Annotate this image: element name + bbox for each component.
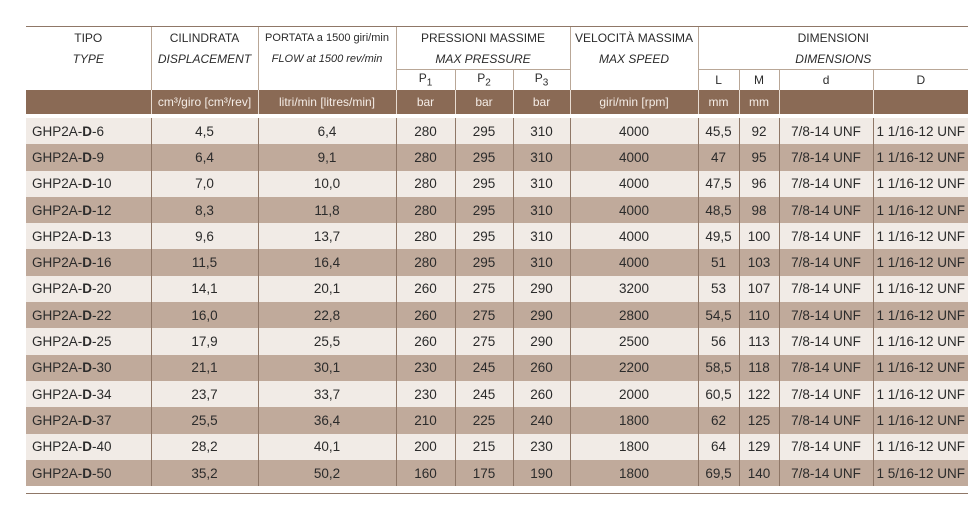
cell-p3: 260 <box>513 355 570 381</box>
header-row-sub <box>26 70 968 91</box>
cell-flow: 9,1 <box>258 144 396 170</box>
header-max-pressure: MAX PRESSURE <box>396 48 570 70</box>
cell-p1: 280 <box>396 197 455 223</box>
unit-p2: bar <box>455 90 513 114</box>
cell-flow: 30,1 <box>258 355 396 381</box>
cell-d: 1 1/16-12 UNF <box>873 249 968 275</box>
cell-d: 7/8-14 UNF <box>779 434 873 460</box>
table-row <box>26 144 968 170</box>
cell-p3: 290 <box>513 328 570 354</box>
table-row <box>26 460 968 486</box>
cell-model: GHP2A-D-22 <box>26 302 151 328</box>
table-row <box>26 302 968 328</box>
header-p1: $P_1$ <box>396 70 455 91</box>
unit-flow: litri/min [litres/min] <box>258 90 396 114</box>
cell-speed: 1800 <box>570 434 698 460</box>
cell-disp: 11,5 <box>151 249 258 275</box>
header-M: M <box>739 70 779 91</box>
unit-speed: giri/min [rpm] <box>570 90 698 114</box>
cell-model: GHP2A-D-40 <box>26 434 151 460</box>
cell-p2: 295 <box>455 249 513 275</box>
cell-model: GHP2A-D-9 <box>26 144 151 170</box>
cell-m: 98 <box>739 197 779 223</box>
cell-d: 1 1/16-12 UNF <box>873 144 968 170</box>
header-cilindrata: CILINDRATA <box>151 27 258 48</box>
cell-p3: 310 <box>513 118 570 144</box>
cell-speed: 1800 <box>570 460 698 486</box>
cell-d: 7/8-14 UNF <box>779 302 873 328</box>
table-row <box>26 223 968 249</box>
cell-l: 49,5 <box>698 223 739 249</box>
cell-p3: 310 <box>513 171 570 197</box>
pump-specs-table <box>26 27 968 486</box>
cell-model: GHP2A-D-37 <box>26 407 151 433</box>
header-p3: $P_3$ <box>513 70 570 91</box>
header-velocita: VELOCITÀ MASSIMA <box>570 27 698 48</box>
cell-l: 47,5 <box>698 171 739 197</box>
cell-p3: 310 <box>513 249 570 275</box>
cell-p1: 280 <box>396 118 455 144</box>
cell-model: GHP2A-D-10 <box>26 171 151 197</box>
cell-speed: 4000 <box>570 249 698 275</box>
header-dimensioni: DIMENSIONI <box>698 27 968 48</box>
cell-disp: 28,2 <box>151 434 258 460</box>
cell-p2: 215 <box>455 434 513 460</box>
cell-flow: 11,8 <box>258 197 396 223</box>
cell-l: 54,5 <box>698 302 739 328</box>
unit-M: mm <box>739 90 779 114</box>
cell-speed: 2800 <box>570 302 698 328</box>
cell-p3: 290 <box>513 276 570 302</box>
cell-d: 1 1/16-12 UNF <box>873 302 968 328</box>
cell-p3: 290 <box>513 302 570 328</box>
table-row <box>26 171 968 197</box>
cell-p2: 295 <box>455 171 513 197</box>
cell-p1: 230 <box>396 381 455 407</box>
cell-speed: 2500 <box>570 328 698 354</box>
cell-disp: 17,9 <box>151 328 258 354</box>
cell-p2: 245 <box>455 381 513 407</box>
cell-d: 7/8-14 UNF <box>779 197 873 223</box>
cell-m: 100 <box>739 223 779 249</box>
cell-d: 7/8-14 UNF <box>779 328 873 354</box>
cell-model: GHP2A-D-25 <box>26 328 151 354</box>
cell-disp: 9,6 <box>151 223 258 249</box>
cell-d: 7/8-14 UNF <box>779 355 873 381</box>
cell-p2: 245 <box>455 355 513 381</box>
cell-p1: 280 <box>396 171 455 197</box>
table-row <box>26 276 968 302</box>
cell-disp: 25,5 <box>151 407 258 433</box>
cell-d: 1 1/16-12 UNF <box>873 223 968 249</box>
cell-d: 7/8-14 UNF <box>779 249 873 275</box>
cell-d: 7/8-14 UNF <box>779 223 873 249</box>
cell-m: 129 <box>739 434 779 460</box>
cell-disp: 16,0 <box>151 302 258 328</box>
cell-p2: 275 <box>455 302 513 328</box>
cell-m: 110 <box>739 302 779 328</box>
cell-speed: 4000 <box>570 171 698 197</box>
cell-d: 1 1/16-12 UNF <box>873 276 968 302</box>
cell-l: 56 <box>698 328 739 354</box>
header-d: d <box>779 70 873 91</box>
cell-p3: 260 <box>513 381 570 407</box>
cell-p1: 260 <box>396 302 455 328</box>
cell-flow: 50,2 <box>258 460 396 486</box>
units-row <box>26 90 968 114</box>
header-flow: FLOW at 1500 rev/min <box>258 48 396 70</box>
header-portata: PORTATA a 1500 giri/min <box>258 27 396 48</box>
cell-speed: 4000 <box>570 144 698 170</box>
cell-p1: 260 <box>396 328 455 354</box>
header-tipo: TIPO <box>26 27 151 48</box>
table-row <box>26 118 968 144</box>
cell-p2: 295 <box>455 118 513 144</box>
cell-p3: 230 <box>513 434 570 460</box>
table-row <box>26 249 968 275</box>
cell-m: 122 <box>739 381 779 407</box>
cell-l: 47 <box>698 144 739 170</box>
cell-disp: 6,4 <box>151 144 258 170</box>
cell-l: 62 <box>698 407 739 433</box>
header-p2: $P_2$ <box>455 70 513 91</box>
cell-l: 58,5 <box>698 355 739 381</box>
cell-flow: 22,8 <box>258 302 396 328</box>
cell-l: 69,5 <box>698 460 739 486</box>
cell-disp: 4,5 <box>151 118 258 144</box>
cell-speed: 2200 <box>570 355 698 381</box>
cell-p2: 295 <box>455 223 513 249</box>
cell-m: 107 <box>739 276 779 302</box>
cell-l: 51 <box>698 249 739 275</box>
cell-model: GHP2A-D-13 <box>26 223 151 249</box>
header-displacement: DISPLACEMENT <box>151 48 258 70</box>
cell-m: 96 <box>739 171 779 197</box>
cell-p2: 175 <box>455 460 513 486</box>
cell-p1: 280 <box>396 144 455 170</box>
cell-l: 64 <box>698 434 739 460</box>
cell-p2: 275 <box>455 276 513 302</box>
cell-d: 1 1/16-12 UNF <box>873 381 968 407</box>
unit-displacement: cm³/giro [cm³/rev] <box>151 90 258 114</box>
cell-d: 1 5/16-12 UNF <box>873 460 968 486</box>
cell-model: GHP2A-D-34 <box>26 381 151 407</box>
cell-p1: 280 <box>396 223 455 249</box>
cell-p1: 210 <box>396 407 455 433</box>
cell-speed: 4000 <box>570 223 698 249</box>
cell-model: GHP2A-D-16 <box>26 249 151 275</box>
cell-disp: 8,3 <box>151 197 258 223</box>
cell-flow: 20,1 <box>258 276 396 302</box>
cell-d: 7/8-14 UNF <box>779 407 873 433</box>
cell-d: 7/8-14 UNF <box>779 460 873 486</box>
table-row <box>26 355 968 381</box>
cell-d: 1 1/16-12 UNF <box>873 171 968 197</box>
cell-flow: 16,4 <box>258 249 396 275</box>
cell-p3: 310 <box>513 197 570 223</box>
cell-m: 95 <box>739 144 779 170</box>
cell-l: 53 <box>698 276 739 302</box>
cell-d: 1 1/16-12 UNF <box>873 197 968 223</box>
cell-speed: 1800 <box>570 407 698 433</box>
cell-p1: 230 <box>396 355 455 381</box>
header-row-en <box>26 48 968 70</box>
cell-m: 103 <box>739 249 779 275</box>
cell-disp: 35,2 <box>151 460 258 486</box>
cell-p1: 260 <box>396 276 455 302</box>
cell-d: 7/8-14 UNF <box>779 171 873 197</box>
cell-l: 45,5 <box>698 118 739 144</box>
cell-d: 7/8-14 UNF <box>779 118 873 144</box>
cell-p1: 200 <box>396 434 455 460</box>
cell-speed: 4000 <box>570 197 698 223</box>
table-row <box>26 197 968 223</box>
cell-d: 7/8-14 UNF <box>779 144 873 170</box>
cell-flow: 6,4 <box>258 118 396 144</box>
cell-l: 48,5 <box>698 197 739 223</box>
cell-model: GHP2A-D-6 <box>26 118 151 144</box>
table-bottom-rule <box>26 493 968 494</box>
cell-p2: 225 <box>455 407 513 433</box>
cell-m: 118 <box>739 355 779 381</box>
cell-m: 140 <box>739 460 779 486</box>
cell-d: 1 1/16-12 UNF <box>873 118 968 144</box>
cell-d: 7/8-14 UNF <box>779 276 873 302</box>
cell-p3: 310 <box>513 144 570 170</box>
cell-d: 1 1/16-12 UNF <box>873 355 968 381</box>
table-row <box>26 407 968 433</box>
cell-p2: 295 <box>455 197 513 223</box>
cell-l: 60,5 <box>698 381 739 407</box>
cell-flow: 10,0 <box>258 171 396 197</box>
cell-flow: 36,4 <box>258 407 396 433</box>
cell-m: 125 <box>739 407 779 433</box>
header-pressioni: PRESSIONI MASSIME <box>396 27 570 48</box>
cell-model: GHP2A-D-20 <box>26 276 151 302</box>
unit-L: mm <box>698 90 739 114</box>
cell-flow: 40,1 <box>258 434 396 460</box>
cell-speed: 2000 <box>570 381 698 407</box>
cell-p2: 275 <box>455 328 513 354</box>
cell-model: GHP2A-D-12 <box>26 197 151 223</box>
cell-model: GHP2A-D-50 <box>26 460 151 486</box>
cell-disp: 23,7 <box>151 381 258 407</box>
table-row <box>26 328 968 354</box>
cell-m: 92 <box>739 118 779 144</box>
cell-p1: 160 <box>396 460 455 486</box>
header-D: D <box>873 70 968 91</box>
cell-d: 1 1/16-12 UNF <box>873 434 968 460</box>
cell-speed: 4000 <box>570 118 698 144</box>
cell-disp: 21,1 <box>151 355 258 381</box>
cell-p3: 240 <box>513 407 570 433</box>
cell-p3: 190 <box>513 460 570 486</box>
cell-disp: 7,0 <box>151 171 258 197</box>
cell-m: 113 <box>739 328 779 354</box>
cell-p2: 295 <box>455 144 513 170</box>
cell-speed: 3200 <box>570 276 698 302</box>
cell-d: 7/8-14 UNF <box>779 381 873 407</box>
cell-disp: 14,1 <box>151 276 258 302</box>
table-row <box>26 434 968 460</box>
unit-p1: bar <box>396 90 455 114</box>
header-L: L <box>698 70 739 91</box>
cell-flow: 33,7 <box>258 381 396 407</box>
cell-d: 1 1/16-12 UNF <box>873 407 968 433</box>
cell-flow: 25,5 <box>258 328 396 354</box>
header-type: TYPE <box>26 48 151 70</box>
unit-p3: bar <box>513 90 570 114</box>
cell-p1: 280 <box>396 249 455 275</box>
cell-flow: 13,7 <box>258 223 396 249</box>
cell-d: 1 1/16-12 UNF <box>873 328 968 354</box>
cell-model: GHP2A-D-30 <box>26 355 151 381</box>
header-max-speed: MAX SPEED <box>570 48 698 70</box>
cell-p3: 310 <box>513 223 570 249</box>
table-row <box>26 381 968 407</box>
header-dimensions: DIMENSIONS <box>698 48 968 70</box>
header-row-it <box>26 27 968 48</box>
